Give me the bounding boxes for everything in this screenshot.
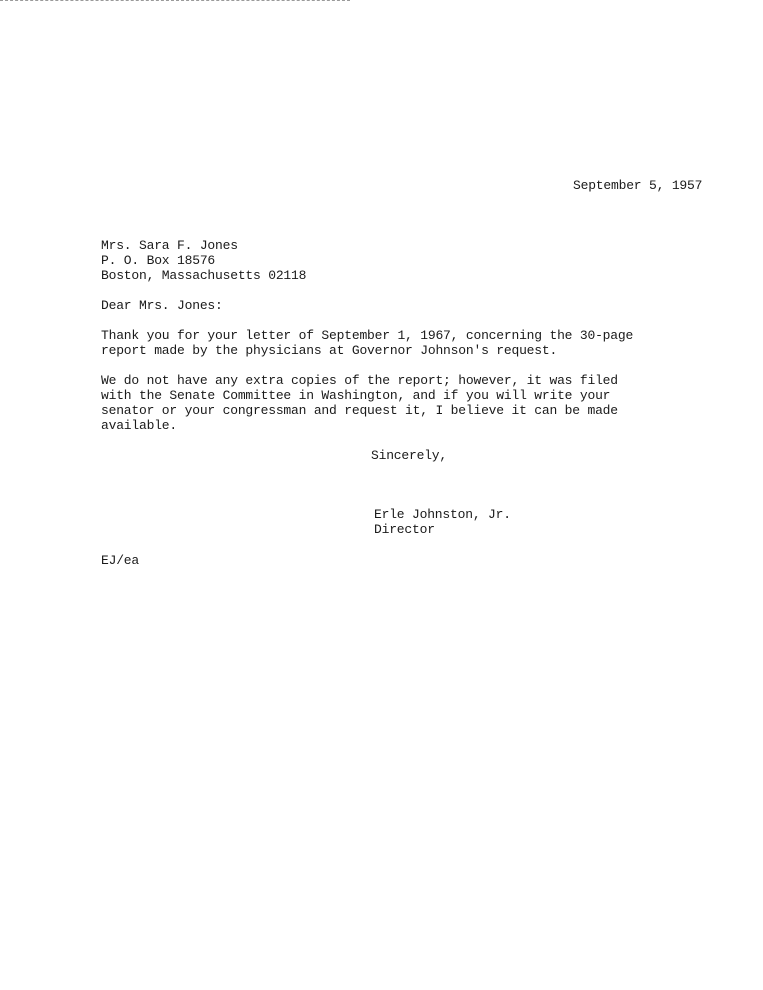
- paragraph-line: senator or your congressman and request it, I believe it can be made: [101, 403, 618, 418]
- paragraph-line: Thank you for your letter of September 1, 1967, concerning the 30-page: [101, 328, 634, 343]
- closing: Sincerely,: [371, 448, 448, 463]
- recipient-city: Boston, Massachusetts 02118: [101, 268, 307, 283]
- paragraph-line: We do not have any extra copies of the report; however, it was filed: [101, 373, 618, 388]
- recipient-name: Mrs. Sara F. Jones: [101, 238, 238, 253]
- page-top-edge: [0, 0, 350, 1]
- reference-initials: EJ/ea: [101, 553, 140, 568]
- salutation: Dear Mrs. Jones:: [101, 298, 223, 313]
- letter-date: September 5, 1957: [573, 178, 703, 193]
- signer-title: Director: [374, 522, 435, 537]
- paragraph-line: with the Senate Committee in Washington, and if you will write your: [101, 388, 611, 403]
- recipient-po-box: P. O. Box 18576: [101, 253, 216, 268]
- paragraph-line: available.: [101, 418, 178, 433]
- signer-name: Erle Johnston, Jr.: [374, 507, 511, 522]
- paragraph-line: report made by the physicians at Governor Johnson's request.: [101, 343, 558, 358]
